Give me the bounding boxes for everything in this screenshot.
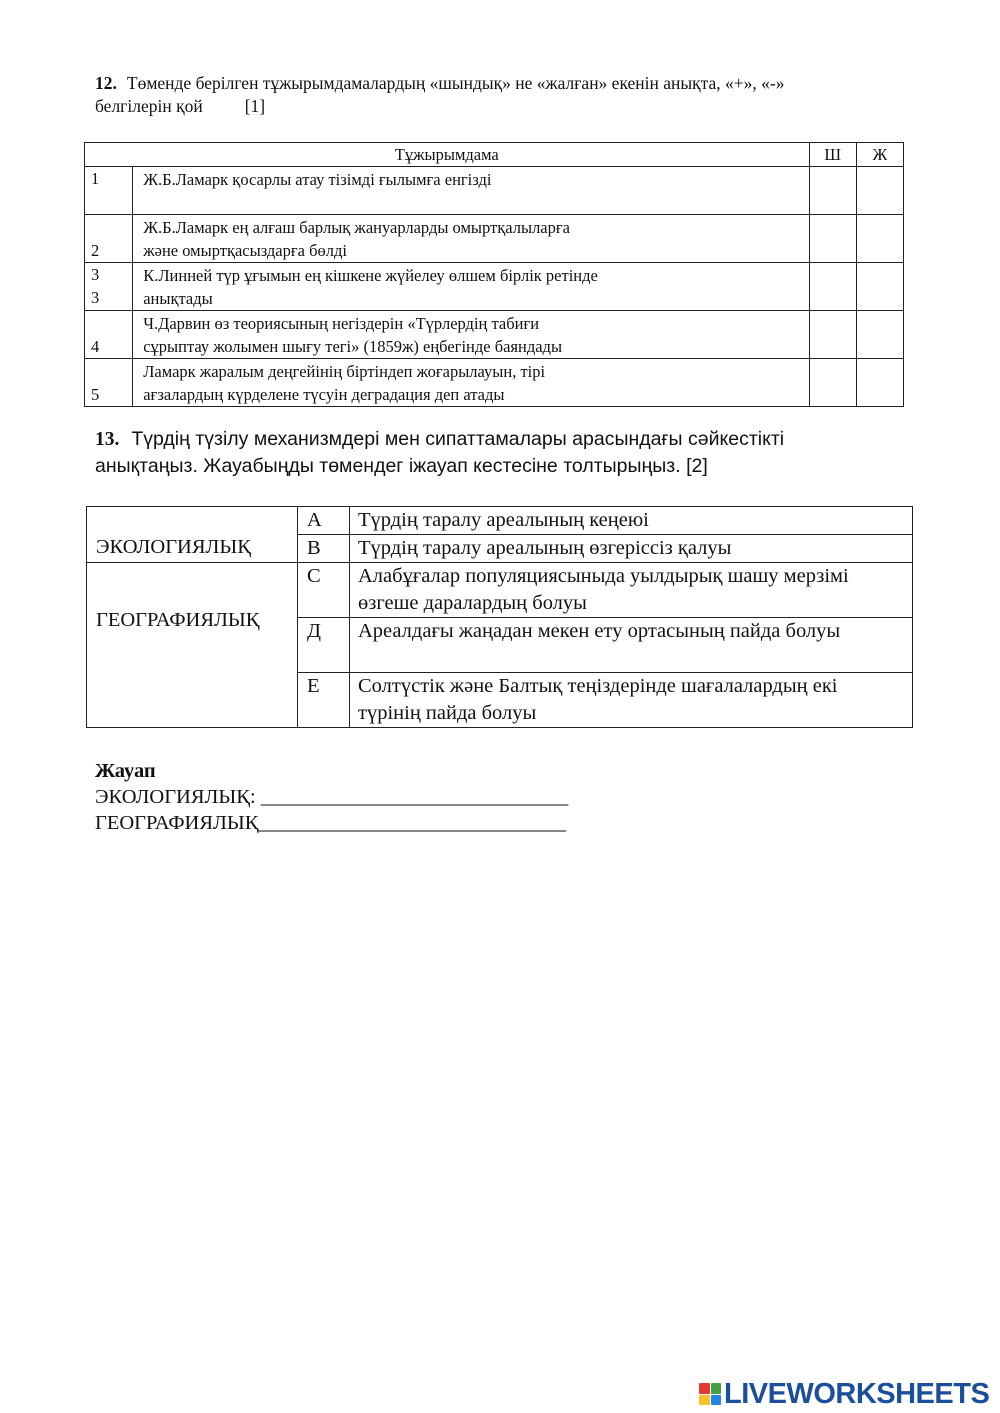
- answer-cell-true[interactable]: [809, 359, 856, 407]
- item-letter: С: [298, 563, 350, 618]
- statement-text: [133, 311, 809, 359]
- question-12-line2: [95, 95, 915, 118]
- header-false: Ж: [856, 143, 903, 167]
- statement-text: [133, 167, 809, 215]
- statement-number-text: 3 3: [91, 265, 100, 307]
- header-statement: Тұжырымдама: [85, 143, 810, 167]
- item-text: Түрдің таралу ареалының кеңеюі: [350, 507, 913, 535]
- logo-square: [711, 1383, 722, 1394]
- logo-text: LIVEWORKSHEETS: [724, 1377, 990, 1410]
- answer-cell-false[interactable]: [856, 263, 903, 311]
- statement-text: [133, 359, 809, 407]
- statement-row: [85, 167, 904, 215]
- statement-row: [85, 311, 904, 359]
- item-text: Солтүстік және Балтық теңіздерінде шағалалардың екі түрінің пайда болуы: [350, 673, 913, 728]
- statement-line: анықтады: [143, 289, 213, 308]
- statement-text: [133, 263, 809, 311]
- question-13: [95, 426, 895, 479]
- group-geographical: [87, 563, 298, 728]
- statement-line: Ж.Б.Ламарк қосарлы атау тізімді ғылымға енгізді: [143, 170, 492, 189]
- answer-cell-false[interactable]: [856, 359, 903, 407]
- statement-line: ағзалардың күрделене түсуін деградация деп атады: [143, 385, 505, 404]
- statement-number: 2: [85, 215, 133, 263]
- answer-cell-true[interactable]: [809, 263, 856, 311]
- item-text: Түрдің таралу ареалының өзгеріссіз қалуы: [350, 535, 913, 563]
- group-ecological-label: ЭКОЛОГИЯЛЫҚ: [96, 536, 251, 558]
- statement-number: 4: [85, 311, 133, 359]
- question-13-instruction: Түрдің түзілу механизмдері мен сипаттамалары арасындағы сәйкестікті: [131, 428, 785, 450]
- logo-square: [711, 1395, 722, 1406]
- matching-row: [87, 563, 913, 618]
- logo-squares-icon: [699, 1383, 721, 1405]
- statement-number: 1: [85, 167, 133, 215]
- statement-line: Ж.Б.Ламарк ең алғаш барлық жануарларды омыртқалыларға: [143, 218, 570, 237]
- statement-row: [85, 215, 904, 263]
- group-geographical-label: ГЕОГРАФИЯЛЫҚ: [96, 608, 260, 631]
- answer-title: Жауап: [95, 760, 156, 782]
- question-12-line1: [95, 72, 915, 95]
- item-letter: Д: [298, 618, 350, 673]
- item-text: Ареалдағы жаңадан мекен ету ортасының пайда болуы: [350, 618, 913, 673]
- statement-row: [85, 263, 904, 311]
- question-13-number: 13.: [95, 429, 120, 450]
- question-12-marks: [1]: [244, 96, 266, 116]
- item-letter: В: [298, 535, 350, 563]
- liveworksheets-logo: [699, 1378, 989, 1410]
- statement-text: [133, 215, 809, 263]
- answer-cell-true[interactable]: [809, 167, 856, 215]
- statement-line: және омыртқасыздарға бөлді: [143, 241, 347, 260]
- statement-line: Ламарк жаралым деңгейінің біртіндеп жоғарылауын, тірі: [143, 362, 546, 381]
- item-text: Алабұғалар популяциясыныда уылдырық шашу мерзімі өзгеше даралардың болуы: [350, 563, 913, 618]
- matching-row: [87, 507, 913, 535]
- statement-number: 5: [85, 359, 133, 407]
- item-letter: А: [298, 507, 350, 535]
- answer-ecological-line[interactable]: ЭКОЛОГИЯЛЫҚ: ______________________________: [95, 786, 569, 808]
- item-letter: Е: [298, 673, 350, 728]
- statement-row: [85, 359, 904, 407]
- question-12: [95, 72, 915, 118]
- question-12-instruction: Төменде берілген тұжырымдамалардың «шындық» не «жалған» екенін анықта, «+», «-»: [126, 73, 785, 93]
- question-13-line2: анықтаңыз. Жауабыңды төмендег іжауап кестесіне толтырыңыз. [2]: [95, 455, 708, 477]
- answer-cell-true[interactable]: [809, 215, 856, 263]
- answer-geographical-line[interactable]: ГЕОГРАФИЯЛЫҚ______________________________: [95, 812, 566, 834]
- question-13-line1: [95, 426, 895, 453]
- answer-section: [95, 758, 568, 836]
- answer-cell-false[interactable]: [856, 167, 903, 215]
- answer-cell-false[interactable]: [856, 215, 903, 263]
- header-true: Ш: [809, 143, 856, 167]
- statement-number: [85, 263, 133, 311]
- logo-square: [699, 1383, 710, 1394]
- statement-line: К.Линней түр ұғымын ең кішкене жүйелеу өлшем бірлік ретінде: [143, 266, 598, 285]
- answer-cell-false[interactable]: [856, 311, 903, 359]
- question-12-instruction-cont: белгілерін қой: [95, 96, 203, 116]
- statements-table: [84, 142, 904, 407]
- group-ecological: [87, 507, 298, 563]
- logo-square: [699, 1395, 710, 1406]
- statement-line: Ч.Дарвин өз теориясының негіздерін «Түрлердің табиғи: [143, 314, 540, 333]
- statement-line: сұрыптау жолымен шығу тегі» (1859ж) еңбегінде баяндады: [143, 337, 563, 356]
- statements-header-row: [85, 143, 904, 167]
- question-12-number: 12.: [95, 73, 117, 93]
- matching-table: [86, 506, 913, 728]
- answer-cell-true[interactable]: [809, 311, 856, 359]
